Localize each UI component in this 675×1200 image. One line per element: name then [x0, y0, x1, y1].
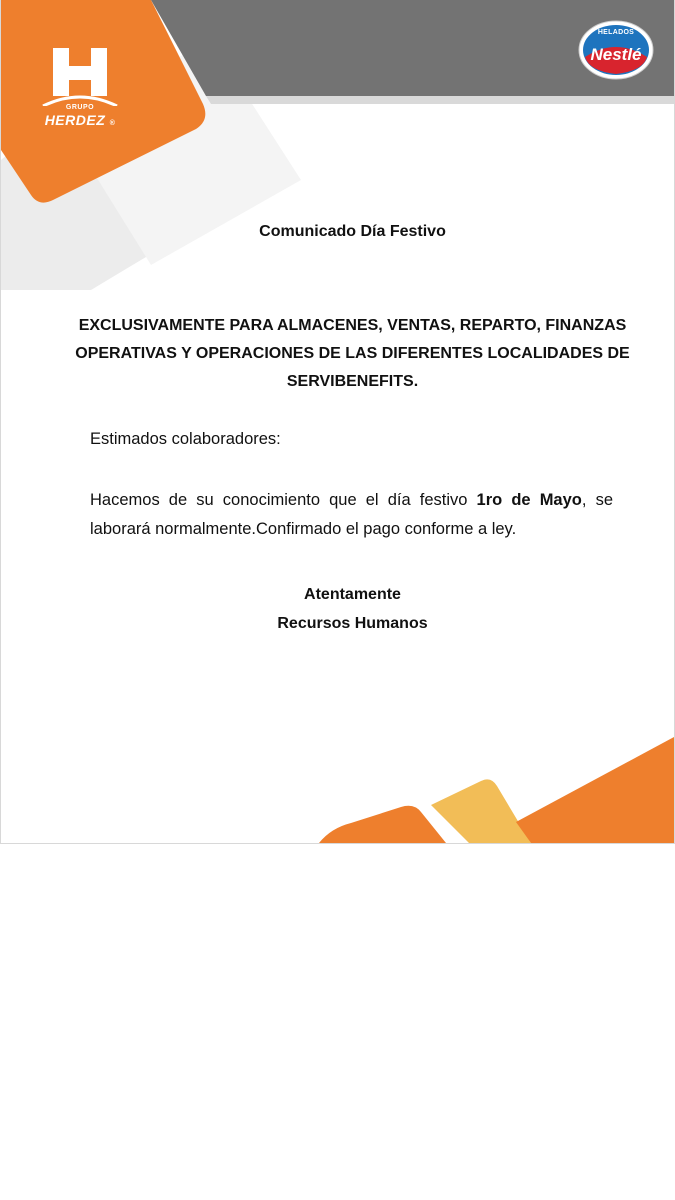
nestle-logo-top-text: HELADOS: [597, 29, 635, 36]
document-title: Comunicado Día Festivo: [259, 223, 446, 240]
gold-footer-shape: [431, 779, 531, 843]
orange-footer-shape-left: [319, 806, 446, 843]
signature-department: Recursos Humanos: [277, 615, 428, 632]
herdez-h-icon: [39, 44, 121, 106]
salutation: Estimados colaboradores:: [90, 430, 281, 448]
nestle-helados-logo: [577, 19, 655, 81]
body-text-start: Hacemos de su conocimiento que el día festivo: [90, 491, 477, 509]
closing-text: Atentamente: [304, 586, 401, 603]
herdez-logo: [39, 44, 121, 130]
signoff-block: [1, 580, 675, 638]
holiday-date: 1ro de Mayo: [476, 491, 582, 509]
body-paragraph: [90, 486, 613, 544]
audience-heading: EXCLUSIVAMENTE PARA ALMACENES, VENTAS, REPARTO, FINANZAS OPERATIVAS Y OPERACIONES DE LAS DIFERENTES LOCALIDADES DE SERVIBENEFITS.: [75, 317, 630, 390]
herdez-logo-brand-text: HERDEZ ®: [44, 112, 116, 128]
herdez-logo-group-text: GRUPO: [65, 104, 95, 111]
body-text-end: , se laborará normalmente.Confirmado el pago conforme a ley.: [90, 491, 613, 538]
orange-footer-shape-right: [516, 737, 674, 843]
gray-band-shadow: [206, 96, 674, 104]
nestle-logo-brand-text: Nestlé: [590, 45, 642, 64]
